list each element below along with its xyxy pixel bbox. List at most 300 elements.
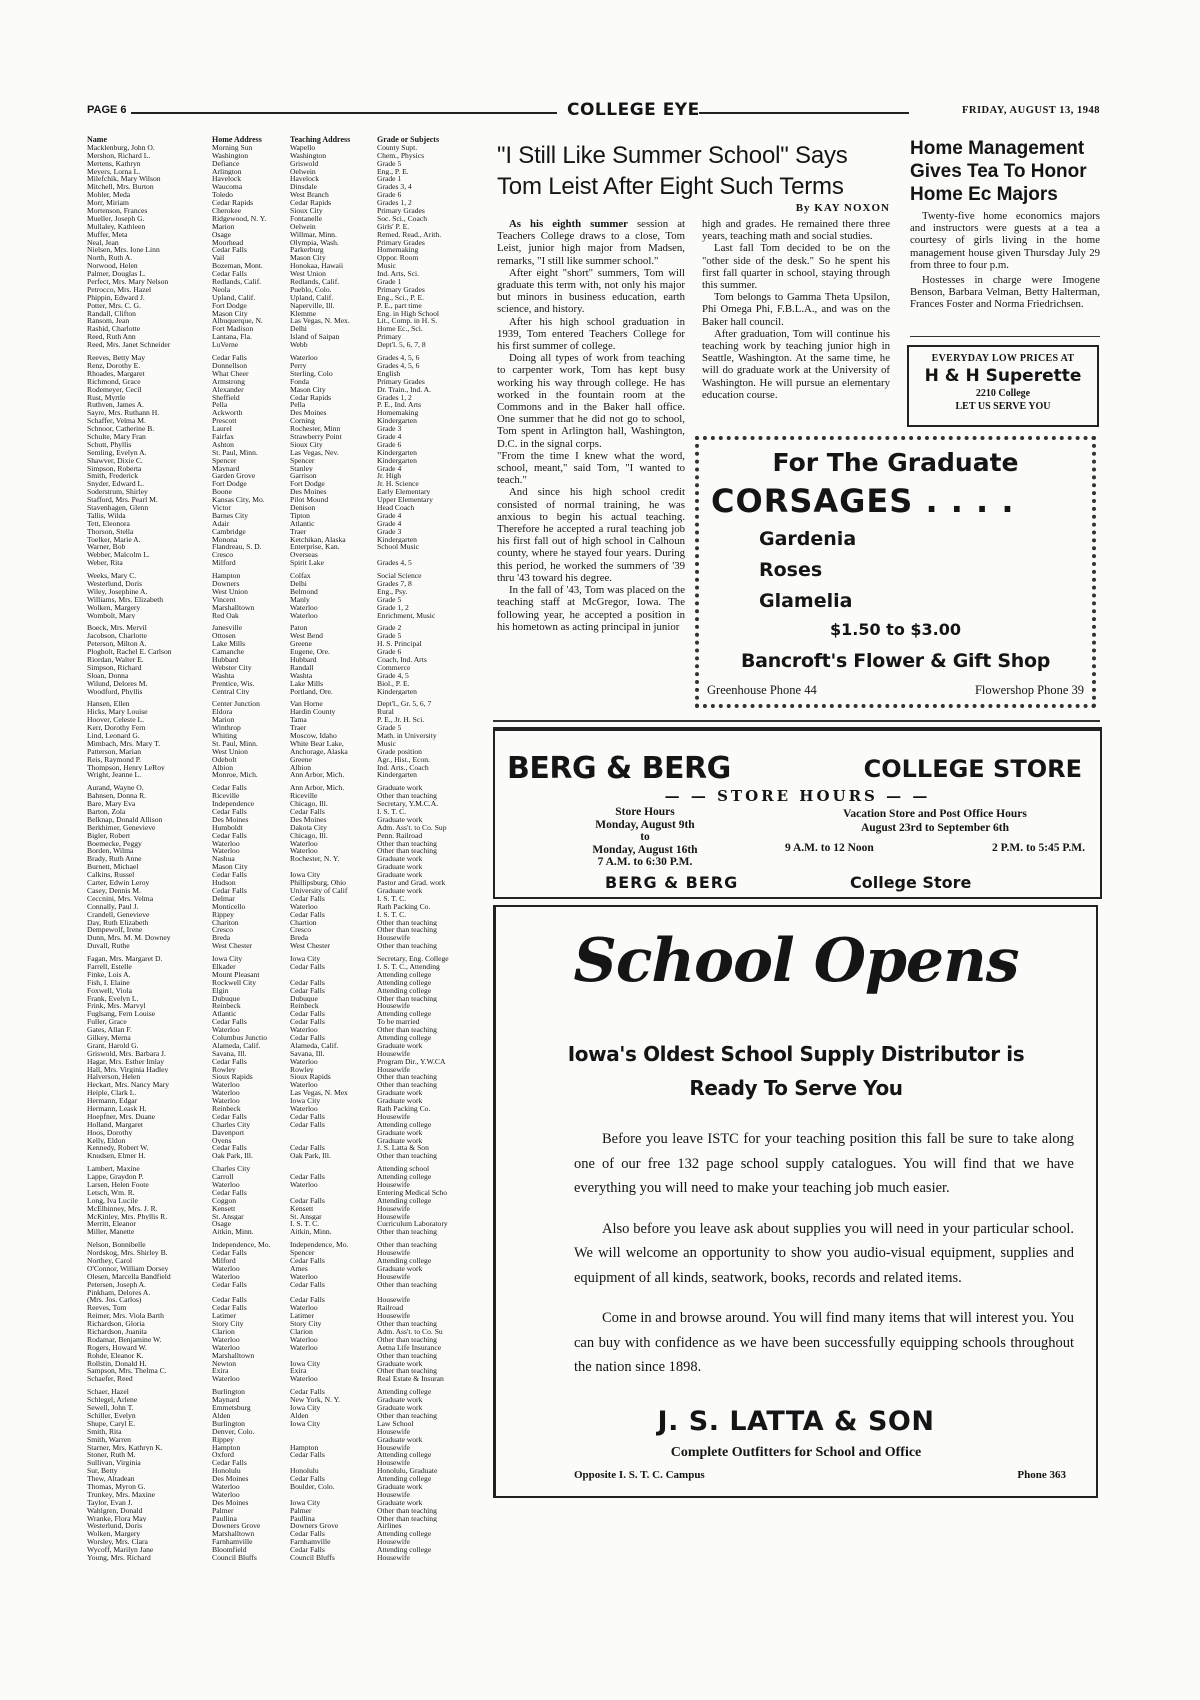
- entry-home-address: Toledo: [212, 191, 233, 200]
- entry-grade-or-subject: Graduate work: [377, 1097, 423, 1105]
- entry-grade-or-subject: Grades 7, 8: [377, 579, 412, 588]
- directory-row: [85, 632, 460, 640]
- directory-row: [85, 536, 460, 544]
- directory-row: [85, 764, 460, 772]
- entry-grade-or-subject: Other than teaching: [377, 1351, 437, 1360]
- entry-grade-or-subject: Other than teaching: [377, 792, 437, 801]
- header-name: Name: [87, 136, 107, 144]
- entry-home-address: Hudson: [212, 879, 236, 887]
- graduate-placement-directory: [85, 136, 460, 1567]
- directory-row: [85, 1197, 460, 1205]
- entry-grade-or-subject: Primary Grades: [377, 207, 425, 215]
- entry-name: Schaffer, Velma M.: [87, 417, 146, 426]
- entry-name: Fish, I. Elaine: [87, 978, 130, 987]
- entry-teaching-address: Des Moines: [290, 815, 327, 824]
- entry-name: Mitchell, Mrs. Burton: [87, 183, 154, 192]
- entry-home-address: Victor: [212, 503, 231, 512]
- entry-name: Wilund, Delores M.: [87, 679, 148, 688]
- entry-name: Fuglsang, Fern Louise: [87, 1010, 156, 1019]
- directory-row: [85, 1367, 460, 1375]
- entry-teaching-address: Van Horne: [290, 700, 323, 709]
- directory-row: [85, 887, 460, 895]
- entry-name: Rollstin, Donald H.: [87, 1359, 147, 1368]
- entry-grade-or-subject: Other than teaching: [377, 1081, 437, 1090]
- directory-row: [85, 604, 460, 612]
- entry-grade-or-subject: Program Dir., Y.W.CA: [377, 1057, 446, 1066]
- entry-grade-or-subject: Housewife: [377, 1553, 410, 1562]
- entry-name: Boeck, Mrs. Mervil: [87, 624, 147, 633]
- directory-row: [85, 1097, 460, 1105]
- entry-home-address: Mason City: [212, 309, 248, 318]
- directory-row: [85, 160, 460, 168]
- entry-grade-or-subject: Housewife: [377, 1204, 410, 1213]
- entry-teaching-address: Waterloo: [290, 1335, 318, 1344]
- entry-home-address: Bozeman, Mont.: [212, 262, 263, 271]
- entry-teaching-address: Council Bluffs: [290, 1553, 335, 1562]
- entry-grade-or-subject: Oppor. Room: [377, 254, 419, 263]
- entry-home-address: Breda: [212, 934, 231, 943]
- headline-line: Tom Leist After Eight Such Terms: [497, 173, 844, 200]
- directory-row: [85, 1066, 460, 1074]
- entry-name: Toelker, Marie A.: [87, 535, 141, 544]
- entry-teaching-address: Alden: [290, 1411, 309, 1420]
- directory-row: [85, 1289, 460, 1297]
- directory-row: [85, 370, 460, 378]
- directory-row: [85, 378, 460, 386]
- entry-home-address: Palmer: [212, 1506, 234, 1515]
- directory-row: [85, 1113, 460, 1121]
- directory-row: [85, 871, 460, 879]
- entry-grade-or-subject: Attending college: [377, 1033, 432, 1042]
- article-paragraph: Twenty-five home economics majors and instructors were guests at a tea a courtesy of girls living in the home management house given Thursday July 29 from three to four p.m.: [910, 210, 1100, 271]
- entry-name: Northey, Carol: [87, 1257, 133, 1265]
- entry-name: Palmer, Douglas L.: [87, 270, 146, 279]
- entry-name: Schlegel, Arlene: [87, 1396, 138, 1405]
- entry-home-address: Waterloo: [212, 1026, 240, 1034]
- entry-grade-or-subject: I. S. T. C.: [377, 894, 407, 903]
- entry-home-address: Cedar Falls: [212, 1112, 247, 1121]
- entry-teaching-address: Exira: [290, 1367, 307, 1376]
- entry-grade-or-subject: Graduate work: [377, 1136, 423, 1145]
- ad-headline: [496, 1037, 1096, 1105]
- directory-row: [85, 1352, 460, 1360]
- entry-grade-or-subject: Kindergarten: [377, 687, 417, 696]
- entry-grade-or-subject: Attending college: [377, 1451, 432, 1460]
- headline-line: Home Management: [910, 138, 1085, 159]
- directory-row: [85, 341, 460, 349]
- directory-row: [85, 700, 460, 708]
- directory-row: [85, 480, 460, 488]
- entry-home-address: Morning Sun: [212, 143, 253, 152]
- entry-teaching-address: Ketchikan, Alaska: [290, 535, 346, 544]
- berg-and-berg-ad: [493, 727, 1102, 899]
- entry-grade-or-subject: Other than teaching: [377, 1280, 437, 1289]
- directory-row: [85, 1396, 460, 1404]
- directory-row: [85, 425, 460, 433]
- entry-grade-or-subject: Housewife: [377, 1249, 410, 1258]
- newspaper-name: COLLEGE EYE: [567, 100, 700, 120]
- directory-group: [85, 354, 460, 567]
- directory-row: [85, 708, 460, 716]
- entry-teaching-address: Lake Mills: [290, 679, 324, 688]
- entry-name: Petrocco, Mrs. Hazel: [87, 285, 152, 294]
- directory-row: [85, 215, 460, 223]
- directory-row: [85, 394, 460, 402]
- entry-name: Mullaley, Kathleen: [87, 222, 146, 231]
- entry-teaching-address: Latimer: [290, 1312, 315, 1321]
- directory-row: [85, 1530, 460, 1538]
- entry-teaching-address: Oelwein: [290, 167, 316, 176]
- entry-grade-or-subject: Attending school: [377, 1165, 430, 1174]
- header-home-address: Home Address: [212, 136, 262, 144]
- entry-home-address: Cedar Falls: [212, 270, 247, 279]
- article-paragraph: "From the time I knew what the word, school, meant," said Tom, "I wanted to teach.": [497, 449, 685, 487]
- entry-name: Foxwell, Viola: [87, 986, 132, 995]
- ad-tagline: EVERYDAY LOW PRICES AT: [931, 353, 1075, 364]
- entry-name: McKinley, Mrs. Phyllis R.: [87, 1212, 168, 1221]
- entry-home-address: Cambridge: [212, 527, 246, 536]
- entry-name: Thew, Altadean: [87, 1475, 135, 1483]
- entry-name: Riordan, Walter E.: [87, 656, 144, 664]
- entry-teaching-address: Des Moines: [290, 488, 327, 497]
- entry-grade-or-subject: Adm. Ass't. to Co. Su: [377, 1328, 443, 1336]
- entry-teaching-address: Waterloo: [290, 1272, 318, 1281]
- entry-teaching-address: Sioux City: [290, 440, 323, 449]
- entry-home-address: Iowa City: [212, 955, 243, 963]
- entry-grade-or-subject: Attending college: [377, 1257, 432, 1265]
- entry-teaching-address: Independence, Mo.: [290, 1241, 349, 1250]
- entry-home-address: Denver, Colo.: [212, 1427, 255, 1436]
- entry-teaching-address: Paton: [290, 624, 308, 633]
- entry-name: Sur, Betty: [87, 1467, 118, 1476]
- entry-teaching-address: Waterloo: [290, 1026, 318, 1034]
- entry-grade-or-subject: Rath Packing Co.: [377, 1104, 431, 1113]
- entry-grade-or-subject: Grade 4: [377, 511, 402, 520]
- directory-row: [85, 1165, 460, 1173]
- entry-home-address: Reinbeck: [212, 1002, 241, 1011]
- directory-row: [85, 1173, 460, 1181]
- entry-teaching-address: Griswold: [290, 159, 319, 168]
- entry-home-address: Camanche: [212, 648, 245, 657]
- entry-grade-or-subject: Other than teaching: [377, 918, 437, 927]
- directory-row: [85, 278, 460, 286]
- entry-grade-or-subject: Grades 3, 4: [377, 183, 412, 192]
- entry-teaching-address: Des Moines: [290, 409, 327, 418]
- entry-teaching-address: St. Ansgar: [290, 1212, 322, 1221]
- entry-home-address: Fort Dodge: [212, 480, 247, 489]
- entry-home-address: Janesville: [212, 624, 242, 633]
- entry-home-address: Monroe, Mich.: [212, 771, 258, 780]
- entry-home-address: Mason City: [212, 863, 248, 872]
- entry-name: Schutt, Phyllis: [87, 440, 132, 449]
- directory-row: [85, 262, 460, 270]
- entry-name: Woodford, Phyllis: [87, 687, 143, 696]
- entry-name: Soderstrum, Shirley: [87, 488, 148, 497]
- entry-name: Rogers, Howard W.: [87, 1343, 147, 1352]
- directory-row: [85, 955, 460, 963]
- entry-teaching-address: Willmar, Minn.: [290, 230, 337, 239]
- entry-teaching-address: Moscow, Idaho: [290, 732, 337, 740]
- directory-row: [85, 1010, 460, 1018]
- entry-home-address: St. Paul, Minn.: [212, 739, 258, 748]
- directory-row: [85, 551, 460, 559]
- entry-home-address: LuVerne: [212, 341, 239, 350]
- entry-home-address: Independence: [212, 800, 255, 809]
- entry-home-address: Davenport: [212, 1128, 245, 1137]
- directory-row: [85, 302, 460, 310]
- entry-teaching-address: West Chester: [290, 942, 331, 951]
- directory-row: [85, 207, 460, 215]
- entry-grade-or-subject: Attending college: [377, 986, 432, 995]
- entry-home-address: Redlands, Calif.: [212, 278, 262, 286]
- entry-name: Neal, Jean: [87, 238, 119, 247]
- entry-name: Reimer, Mrs. Viola Barth: [87, 1312, 164, 1321]
- directory-row: [85, 168, 460, 176]
- entry-name: Tallis, Wilda: [87, 511, 126, 520]
- entry-teaching-address: Cedar Falls: [290, 986, 325, 995]
- entry-grade-or-subject: Other than teaching: [377, 1514, 437, 1523]
- entry-teaching-address: Chicago, Ill.: [290, 831, 328, 840]
- entry-grade-or-subject: Attending college: [377, 1196, 432, 1205]
- entry-teaching-address: Sioux City: [290, 207, 323, 215]
- entry-teaching-address: Story City: [290, 1320, 322, 1329]
- lead-text: session at Teachers College draws to a close, Tom Leist, junior high major from Madsen, remarks, "I still like summer school.": [497, 218, 685, 267]
- entry-teaching-address: West Bend: [290, 632, 323, 641]
- entry-name: Dunn, Mrs. M. M. Downey: [87, 934, 171, 943]
- directory-row: [85, 528, 460, 536]
- directory-row: [85, 449, 460, 457]
- directory-row: [85, 310, 460, 318]
- entry-name: Trunkey, Mrs. Maxine: [87, 1490, 155, 1499]
- entry-name: Lind, Leonard G.: [87, 732, 140, 740]
- entry-name: Rashid, Charlotte: [87, 325, 141, 334]
- entry-home-address: Ackworth: [212, 409, 243, 418]
- entry-home-address: Odebolt: [212, 755, 237, 764]
- directory-row: [85, 903, 460, 911]
- entry-grade-or-subject: Graduate work: [377, 1396, 423, 1405]
- directory-row: [85, 1451, 460, 1459]
- entry-grade-or-subject: Kindergarten: [377, 448, 417, 457]
- directory-row: [85, 732, 460, 740]
- directory-row: [85, 144, 460, 152]
- entry-teaching-address: Atlantic: [290, 519, 315, 528]
- entry-home-address: Flandreau, S. D.: [212, 543, 262, 552]
- entry-home-address: Cedar Falls: [212, 1057, 247, 1066]
- ad-price: $1.50 to $3.00: [830, 620, 961, 639]
- directory-row: [85, 863, 460, 871]
- entry-grade-or-subject: Grade 6: [377, 191, 402, 200]
- entry-name: Simpson, Richard: [87, 663, 142, 672]
- entry-teaching-address: Cedar Falls: [290, 1173, 325, 1182]
- directory-row: [85, 1491, 460, 1499]
- ad-corsages: CORSAGES . . . .: [711, 482, 1015, 520]
- directory-row: [85, 855, 460, 863]
- entry-teaching-address: Cedar Rapids: [290, 393, 332, 402]
- entry-teaching-address: Cedar Falls: [290, 1018, 325, 1027]
- entry-name: Starner, Mrs. Kathryn K.: [87, 1443, 163, 1452]
- entry-home-address: Marshalltown: [212, 1530, 255, 1539]
- directory-row: [85, 1507, 460, 1515]
- entry-grade-or-subject: Other than teaching: [377, 1411, 437, 1420]
- entry-home-address: Armstrong: [212, 377, 245, 386]
- entry-grade-or-subject: Attending college: [377, 1010, 432, 1019]
- entry-grade-or-subject: Other than teaching: [377, 1073, 437, 1082]
- entry-name: Barton, Zola: [87, 808, 126, 816]
- entry-teaching-address: Rowley: [290, 1065, 314, 1074]
- entry-grade-or-subject: Eng., Psy.: [377, 587, 408, 596]
- entry-home-address: Kansas City, Mo.: [212, 496, 265, 504]
- entry-name: Schnoor, Catherine B.: [87, 425, 155, 433]
- entry-teaching-address: Parkerburg: [290, 246, 324, 255]
- entry-grade-or-subject: To be married: [377, 1018, 420, 1027]
- entry-teaching-address: Fort Dodge: [290, 480, 325, 489]
- entry-home-address: Waterloo: [212, 1490, 240, 1499]
- entry-teaching-address: Iowa City: [290, 1498, 321, 1507]
- directory-row: [85, 1296, 460, 1304]
- entry-teaching-address: Riceville: [290, 792, 318, 801]
- entry-home-address: Delmar: [212, 894, 235, 903]
- ad-address: 2210 College: [975, 388, 1031, 399]
- entry-home-address: Ridgewood, N. Y.: [212, 214, 267, 223]
- entry-teaching-address: Manly: [290, 595, 310, 604]
- entry-grade-or-subject: Grade 1: [377, 278, 402, 286]
- directory-row: [85, 816, 460, 824]
- directory-row: [85, 1002, 460, 1010]
- entry-name: Patterson, Marian: [87, 747, 141, 756]
- entry-home-address: Cedar Falls: [212, 871, 247, 880]
- directory-row: [85, 1475, 460, 1483]
- entry-name: Bare, Mary Eva: [87, 800, 136, 809]
- entry-grade-or-subject: Graduate work: [377, 1041, 423, 1050]
- entry-name: Shupe, Caryl E.: [87, 1419, 136, 1428]
- entry-name: Connally, Paul J.: [87, 902, 139, 911]
- entry-teaching-address: Cedar Falls: [290, 1144, 325, 1153]
- entry-grade-or-subject: Other than teaching: [377, 1367, 437, 1376]
- entry-grade-or-subject: Secretary, Y.M.C.A.: [377, 800, 439, 809]
- entry-grade-or-subject: Graduate work: [377, 855, 423, 864]
- entry-grade-or-subject: Primary Grades: [377, 238, 425, 247]
- directory-row: [85, 1467, 460, 1475]
- entry-home-address: Garden Grove: [212, 472, 256, 481]
- directory-row: [85, 1129, 460, 1137]
- entry-grade-or-subject: Ind. Arts, Sci.: [377, 270, 419, 279]
- entry-home-address: Hampton: [212, 1443, 241, 1452]
- entry-home-address: Maynard: [212, 464, 240, 473]
- entry-name: Schiller, Evelyn: [87, 1411, 136, 1420]
- entry-teaching-address: Cedar Falls: [290, 1388, 325, 1397]
- entry-grade-or-subject: Attending college: [377, 1120, 432, 1129]
- entry-teaching-address: Ann Arbor, Mich.: [290, 784, 345, 793]
- entry-name: O'Connor, William Dorsey: [87, 1264, 169, 1273]
- entry-home-address: Center Junction: [212, 700, 260, 709]
- entry-name: Schaefer, Reed: [87, 1375, 133, 1384]
- entry-home-address: Independence, Mo.: [212, 1241, 271, 1250]
- entry-grade-or-subject: Dr. Train., Ind. A.: [377, 385, 432, 394]
- directory-row: [85, 333, 460, 341]
- header-grade-or-subjects: Grade or Subjects: [377, 136, 440, 144]
- entry-home-address: Bloomfield: [212, 1546, 247, 1554]
- entry-home-address: Waterloo: [212, 847, 240, 856]
- entry-grade-or-subject: Grade 4: [377, 519, 402, 528]
- directory-row: [85, 270, 460, 278]
- directory-group: [85, 624, 460, 695]
- entry-name: Ransom, Jean: [87, 317, 130, 326]
- entry-name: Smith, Frederick: [87, 472, 139, 481]
- directory-row: [85, 294, 460, 302]
- entry-teaching-address: Hubbard: [290, 656, 317, 664]
- entry-teaching-address: Cedar Falls: [290, 1010, 325, 1019]
- entry-teaching-address: Alameda, Calif.: [290, 1041, 339, 1050]
- entry-name: Smith, Warren: [87, 1435, 131, 1444]
- vacation-hours: [785, 807, 1085, 855]
- entry-name: Dempewolf, Irene: [87, 926, 143, 935]
- entry-name: Grant, Harold G.: [87, 1041, 139, 1050]
- entry-home-address: Cherokee: [212, 207, 242, 215]
- entry-home-address: Cedar Falls: [212, 1304, 247, 1313]
- entry-grade-or-subject: Grade 4: [377, 464, 402, 473]
- entry-name: Wranke, Flora May: [87, 1514, 147, 1523]
- directory-row: [85, 512, 460, 520]
- entry-teaching-address: Sioux Rapids: [290, 1073, 331, 1082]
- entry-name: Potter, Mrs. C. G.: [87, 301, 141, 310]
- entry-home-address: Laurel: [212, 425, 232, 433]
- entry-teaching-address: Olympia, Wash.: [290, 238, 339, 247]
- entry-name: Nordskog, Mrs. Shirley B.: [87, 1249, 168, 1258]
- entry-grade-or-subject: Other than teaching: [377, 994, 437, 1003]
- entry-name: Mueller, Joseph G.: [87, 214, 145, 223]
- page-number: PAGE 6: [87, 104, 131, 116]
- entry-grade-or-subject: Primary: [377, 333, 402, 342]
- flower-item: Glamelia: [759, 590, 853, 612]
- entry-name: (Mrs. Jos. Carlos): [87, 1296, 142, 1305]
- entry-name: Lappe, Graydon P.: [87, 1173, 144, 1182]
- headline-line: Gives Tea To Honor: [910, 161, 1087, 182]
- entry-teaching-address: Tipton: [290, 511, 310, 520]
- directory-row: [85, 1375, 460, 1383]
- entry-grade-or-subject: Grades 4, 5, 6: [377, 361, 420, 370]
- entry-home-address: Cedar Falls: [212, 246, 247, 255]
- directory-row: [85, 231, 460, 239]
- article-paragraph: Last fall Tom decided to be on the "other side of the desk." So he spent his first fall quarter in school, staying through this summer.: [702, 242, 890, 292]
- entry-grade-or-subject: Jr. High: [377, 472, 402, 481]
- directory-row: [85, 543, 460, 551]
- entry-name: Wolken, Margery: [87, 603, 141, 612]
- entry-teaching-address: Cedar Falls: [290, 1120, 325, 1129]
- entry-name: Rodamar, Benjamine W.: [87, 1335, 162, 1344]
- entry-grade-or-subject: Grade 2: [377, 624, 402, 633]
- entry-home-address: Reinbeck: [212, 1104, 241, 1113]
- article-paragraph: After graduation, Tom will continue his teaching work by teaching junior high in Seattle, Washington. At the same time, he will do graduate work at the University of Washington. He will pursue an elementary education course.: [702, 327, 890, 401]
- entry-name: Farrell, Estelle: [87, 962, 132, 971]
- directory-row: [85, 1018, 460, 1026]
- ad-paragraph: Come in and browse around. You will find many items that will interest you. You can buy with confidence as we have been successfully equipping schools throughout the nation since 1898.: [574, 1310, 1074, 1375]
- entry-name: McElhinney, Mrs. J. R.: [87, 1204, 158, 1213]
- entry-teaching-address: Albion: [290, 763, 312, 772]
- entry-teaching-address: Waterloo: [290, 839, 318, 848]
- directory-row: [85, 1050, 460, 1058]
- entry-grade-or-subject: H. S. Principal: [377, 640, 422, 649]
- ad-store-name: H & H Superette: [924, 366, 1082, 386]
- entry-name: Letsch, Wm. R.: [87, 1188, 135, 1197]
- headline-line: Home Ec Majors: [910, 184, 1058, 205]
- entry-teaching-address: Naperville, Ill.: [290, 301, 335, 310]
- entry-teaching-address: Waterloo: [290, 354, 318, 362]
- entry-grade-or-subject: Housewife: [377, 1312, 410, 1321]
- entry-home-address: Cedar Falls: [212, 886, 247, 895]
- entry-grade-or-subject: Kindergarten: [377, 771, 417, 780]
- entry-name: Milefchik, Mary Wilson: [87, 175, 161, 184]
- entry-grade-or-subject: Graduate work: [377, 784, 423, 793]
